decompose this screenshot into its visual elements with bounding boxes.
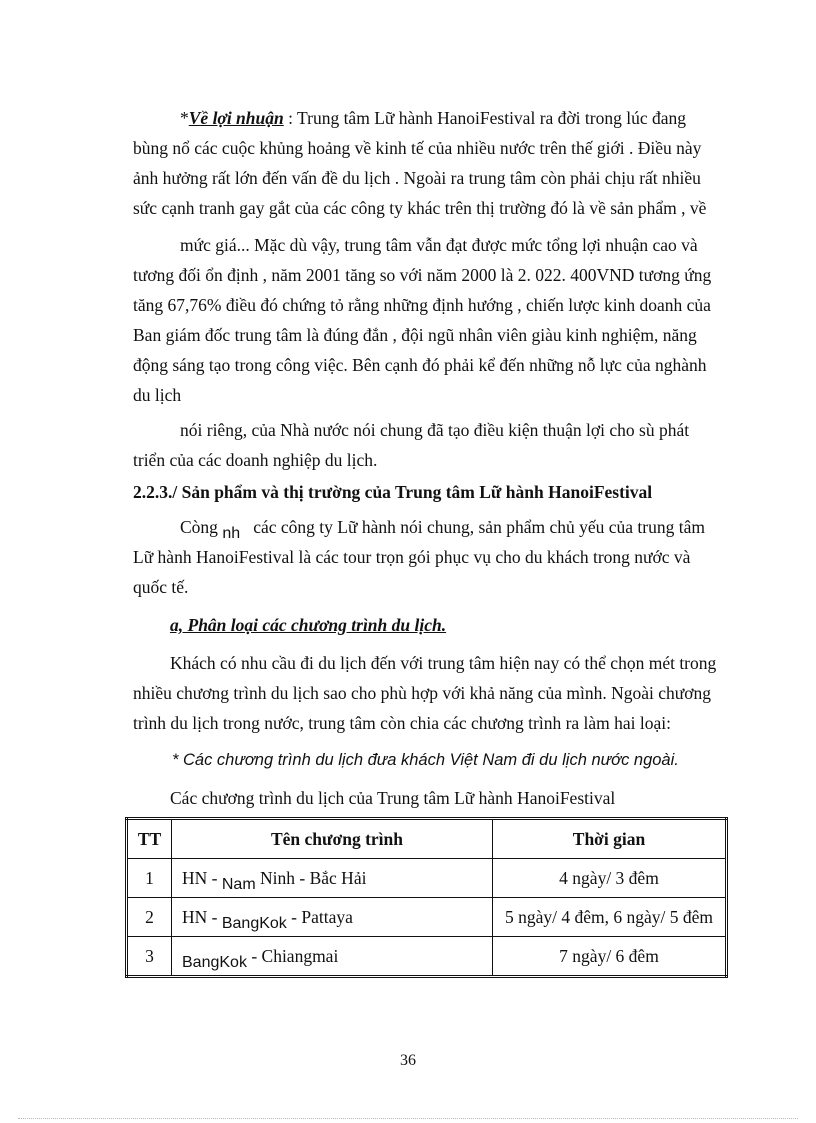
para2-line3: tăng 67,76% điều đó chứng tỏ rằng những định hướng , chiến lược kinh doanh của: [133, 295, 711, 315]
program-part: - Chiangmai: [246, 945, 339, 966]
header-duration: Thời gian: [493, 819, 727, 859]
para1-line3: ảnh hưởng rất lớn đến vấn đề du lịch . Ngoài ra trung tâm còn phải chịu rất nhiều: [133, 168, 701, 188]
header-program: Tên chương trình: [172, 819, 493, 859]
footer-divider: [18, 1118, 798, 1119]
para3-line2: triển của các doanh nghiệp du lịch.: [133, 450, 378, 470]
row-tt: 1: [127, 859, 172, 898]
section-heading: 2.2.3./ Sản phẩm và thị trường của Trung tâm Lữ hành HanoiFestival: [133, 482, 653, 502]
header-tt: TT: [127, 819, 172, 859]
row-program: [172, 937, 493, 977]
row-duration: 7 ngày/ 6 đêm: [493, 937, 727, 977]
para5-line3: trình du lịch trong nước, trung tâm còn chia các chương trình ra làm hai loại:: [133, 713, 672, 733]
para4-line1: [180, 516, 705, 540]
bullet-marker: *: [180, 108, 189, 128]
program-part: BangKok: [221, 914, 287, 932]
para4-text: các công ty Lữ hành nói chung, sản phẩm chủ yếu của trung tâm: [253, 517, 705, 537]
row-program: [172, 898, 493, 937]
program-part: HN -: [182, 867, 222, 888]
program-part: Nam: [221, 875, 256, 893]
row-duration: 4 ngày/ 3 đêm: [493, 859, 727, 898]
para1-line2: bùng nổ các cuộc khủng hoảng về kinh tế của nhiều nước trên thế giới . Điều này: [133, 138, 702, 158]
table-row: [127, 859, 727, 898]
italic-note: * Các chương trình du lịch đưa khách Việt Nam đi du lịch nước ngoài.: [172, 751, 679, 769]
table-row: [127, 898, 727, 937]
para2-line2: tương đối ổn định , năm 2001 tăng so với năm 2000 là 2. 022. 400VND tương ứng: [133, 265, 712, 285]
table-row: [127, 937, 727, 977]
para2-line4: Ban giám đốc trung tâm là đúng đắn , đội ngũ nhân viên giàu kinh nghiệm, năng: [133, 325, 697, 345]
para2-line1: mức giá... Mặc dù vậy, trung tâm vẫn đạt được mức tổng lợi nhuận cao và: [180, 235, 698, 255]
para4-word1: Còng: [180, 517, 218, 537]
para3-line1: nói riêng, của Nhà nước nói chung đã tạo điều kiện thuận lợi cho sù phát: [180, 420, 690, 440]
program-part: BangKok: [182, 953, 247, 971]
subheading: a, Phân loại các chương trình du lịch.: [170, 615, 447, 635]
row-tt: 2: [127, 898, 172, 937]
program-part: HN -: [182, 906, 222, 927]
para1-text: : Trung tâm Lữ hành HanoiFestival ra đời trong lúc đang: [283, 108, 686, 128]
table-caption: Các chương trình du lịch của Trung tâm Lữ hành HanoiFestival: [170, 788, 616, 808]
table-header-row: [127, 819, 727, 859]
row-tt: 3: [127, 937, 172, 977]
para4-line2: Lữ hành HanoiFestival là các tour trọn gói phục vụ cho du khách trong nước và: [133, 547, 691, 567]
para5-line1: Khách có nhu cầu đi du lịch đến với trung tâm hiện nay có thể chọn mét trong: [170, 653, 717, 673]
para1-line1: [180, 107, 686, 129]
para1-line4: sức cạnh tranh gay gắt của các công ty khác trên thị trường đó là về sản phẩm , về: [133, 198, 707, 218]
profit-label: Về lợi nhuận: [188, 108, 284, 128]
para2-line5: động sáng tạo trong công việc. Bên cạnh đó phải kể đến những nỗ lực của nghành: [133, 355, 707, 375]
row-duration: 5 ngày/ 4 đêm, 6 ngày/ 5 đêm: [493, 898, 727, 937]
program-part: - Pattaya: [286, 906, 353, 927]
page-number: 36: [400, 1052, 416, 1069]
para2-line6: du lịch: [133, 385, 182, 405]
tours-table: [125, 817, 728, 978]
row-program: [172, 859, 493, 898]
para4-line3: quốc tế.: [133, 577, 189, 597]
para5-line2: nhiều chương trình du lịch sao cho phù hợp với khả năng của mình. Ngoài chương: [133, 683, 711, 703]
program-part: Ninh - Bắc Hải: [255, 867, 367, 888]
para4-word2: nh: [222, 525, 241, 542]
